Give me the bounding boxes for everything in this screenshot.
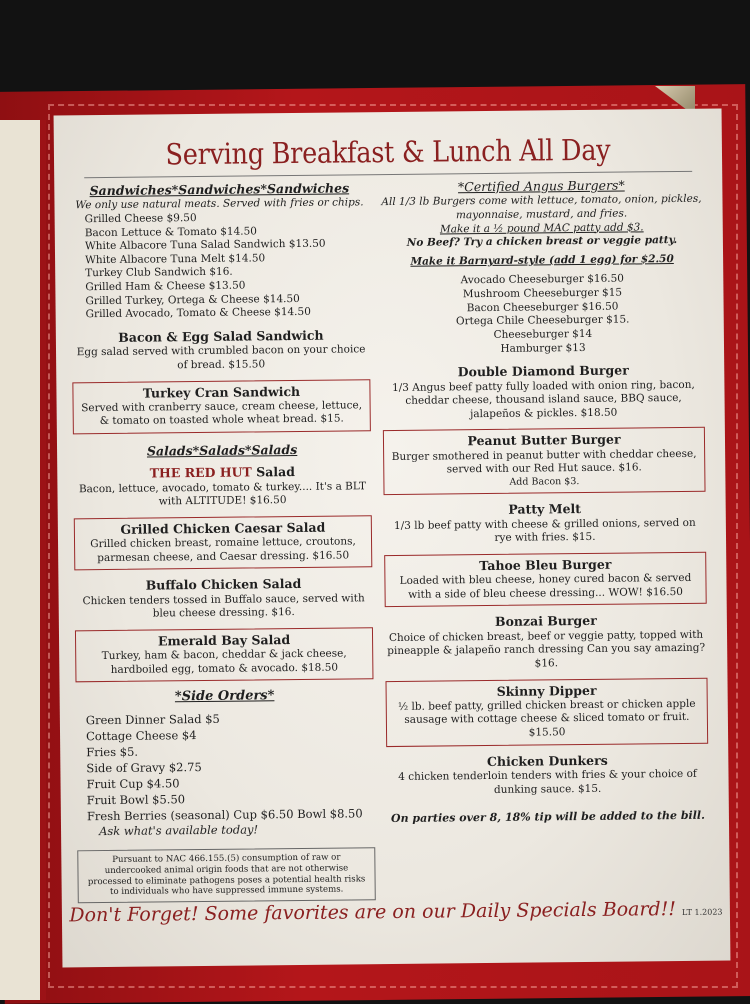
side-item: Fresh Berries (seasonal) Cup $6.50 Bowl $8.50 <box>86 805 363 823</box>
emerald-box <box>75 627 374 683</box>
caesar-desc: Grilled chicken breast, romaine lettuce, croutons, parmesan cheese, and Caesar dressing. $16.50 <box>90 535 356 564</box>
side-item: Fruit Bowl $5.50 <box>86 791 186 807</box>
bonzai-desc: Choice of chicken breast, beef or veggie patty, topped with pineapple & jalapeño ranch dressing Can you say amazing? $16. <box>387 628 706 670</box>
turkey-cran-title: Turkey Cran Sandwich <box>142 383 301 401</box>
side-item: Side of Gravy $2.75 <box>86 759 202 776</box>
burger-item: Mushroom Cheeseburger $15 <box>462 286 623 301</box>
patty-melt-desc: 1/3 lb beef patty with cheese & grilled onions, served on rye with fries. $15. <box>393 516 696 545</box>
burger-item: Ortega Chile Cheeseburger $15. <box>455 313 630 328</box>
buffalo-desc: Chicken tenders tossed in Buffalo sauce, served with bleu cheese dressing. $16. <box>82 591 365 620</box>
skinny-title: Skinny Dipper <box>496 682 597 699</box>
side-item: Fries $5. <box>86 744 139 760</box>
sandwiches-subtitle: We only use natural meats. Served with fries or chips. <box>75 196 364 212</box>
skinny-box <box>385 677 708 747</box>
sandwiches-heading: Sandwiches*Sandwiches*Sandwiches <box>89 180 350 199</box>
red-hut-brand: THE RED HUT <box>149 464 252 481</box>
footer-text: Don't Forget! Some favorites are on our Daily Specials Board!! <box>69 898 677 927</box>
peanut-extra: Add Bacon $3. <box>509 476 580 488</box>
sandwich-item: Grilled Turkey, Ortega & Cheese $14.50 <box>85 292 300 307</box>
sandwich-item: White Albacore Tuna Melt $14.50 <box>85 252 266 267</box>
sandwich-item: Grilled Ham & Cheese $13.50 <box>85 279 246 294</box>
peanut-box <box>383 427 706 495</box>
burger-item: Hamburger $13 <box>500 341 586 355</box>
dunkers-desc: 4 chicken tenderloin tenders with fries & your choice of dunking sauce. $15. <box>398 767 697 796</box>
side-item: Cottage Cheese $4 <box>85 728 197 744</box>
left-column <box>70 180 376 903</box>
sandwich-item: White Albacore Tuna Salad Sandwich $13.50 <box>84 237 326 253</box>
double-diamond-title: Double Diamond Burger <box>457 362 629 380</box>
sides-list <box>86 711 375 841</box>
sandwich-item: Bacon Lettuce & Tomato $14.50 <box>84 224 257 239</box>
double-diamond-desc: 1/3 Angus beef patty fully loaded with onion ring, bacon, cheddar cheese, thousand island sauce, BBQ sauce, jalapeños & pickles. $18.50 <box>391 378 695 421</box>
sandwich-item: Turkey Club Sandwich $16. <box>85 266 233 280</box>
peanut-desc: Burger smothered in peanut butter with cheddar cheese, served with our Red Hut sauce. $16. <box>391 447 697 476</box>
health-disclaimer: Pursuant to NAC 466.155.(5) consumption of raw or undercooked animal origin foods that are not otherwise processed to eliminate pathogens poses a potential health risks to individuals who have suppressed immune systems. <box>77 847 376 903</box>
burger-list <box>381 272 704 357</box>
bacon-egg-title: Bacon & Egg Salad Sandwich <box>118 327 324 345</box>
caesar-title: Grilled Chicken Caesar Salad <box>120 519 326 537</box>
menu-title: Serving Breakfast & Lunch All Day <box>165 132 611 172</box>
right-column <box>380 177 709 827</box>
skinny-desc: ½ lb. beef patty, grilled chicken breast or chicken apple sausage with cottage cheese & sliced tomato or fruit. $15.50 <box>397 697 696 739</box>
sandwich-item: Grilled Avocado, Tomato & Cheese $14.50 <box>85 306 311 321</box>
caesar-box <box>74 515 373 571</box>
no-beef-note: No Beef? Try a chicken breast or veggie patty. <box>406 234 678 250</box>
sandwich-item: Grilled Cheese $9.50 <box>84 211 197 226</box>
footer-code: LT 1.2023 <box>681 907 723 917</box>
burger-item: Avocado Cheeseburger $16.50 <box>460 273 625 287</box>
dunkers-title: Chicken Dunkers <box>486 752 608 769</box>
turkey-cran-desc: Served with cranberry sauce, cream cheese, lettuce, & tomato on toasted whole wheat bread. $15. <box>81 399 363 428</box>
sides-heading: *Side Orders* <box>174 688 275 705</box>
turkey-cran-box <box>72 379 371 435</box>
burgers-heading: *Certified Angus Burgers* <box>457 177 625 195</box>
menu-page <box>54 109 731 968</box>
buffalo-title: Buffalo Chicken Salad <box>145 576 302 593</box>
left-page-edge <box>0 120 46 1000</box>
tip-notice: On parties over 8, 18% tip will be added to the bill. <box>390 809 705 826</box>
patty-melt-title: Patty Melt <box>508 501 582 518</box>
emerald-title: Emerald Bay Salad <box>157 631 291 649</box>
side-item: Green Dinner Salad $5 <box>85 712 220 728</box>
bonzai-title: Bonzai Burger <box>494 613 597 630</box>
burgers-intro: All 1/3 lb Burgers come with lettuce, tomato, onion, pickles, mayonnaise, mustard, and fries. <box>381 192 702 222</box>
mac-upgrade: Make it a ½ pound MAC patty add $3. <box>439 220 644 236</box>
tahoe-title: Tahoe Bleu Burger <box>479 556 612 573</box>
burger-item: Cheeseburger $14 <box>493 327 593 341</box>
red-hut-title-rest: Salad <box>251 464 295 480</box>
emerald-desc: Turkey, ham & bacon, cheddar & jack cheese, hardboiled egg, tomato & avocado. $18.50 <box>101 647 347 676</box>
tahoe-desc: Loaded with bleu cheese, honey cured bacon & served with a side of bleu cheese dressing... WOW! $16.50 <box>399 571 692 601</box>
sides-note: Ask what's available today! <box>98 822 259 839</box>
bacon-egg-desc: Egg salad served with crumbled bacon on your choice of bread. $15.50 <box>76 343 366 372</box>
tahoe-box <box>384 552 707 608</box>
red-hut-desc: Bacon, lettuce, avocado, tomato & turkey.... It's a BLT with ALTITUDE! $16.50 <box>78 479 367 508</box>
sandwich-list <box>85 210 370 322</box>
salads-heading: Salads*Salads*Salads <box>146 442 298 459</box>
side-item: Fruit Cup $4.50 <box>86 776 180 791</box>
burger-item: Bacon Cheeseburger $16.50 <box>466 300 619 314</box>
peanut-title: Peanut Butter Burger <box>467 432 621 449</box>
barnyard-note: Make it Barnyard-style (add 1 egg) for $2.50 <box>410 252 674 268</box>
